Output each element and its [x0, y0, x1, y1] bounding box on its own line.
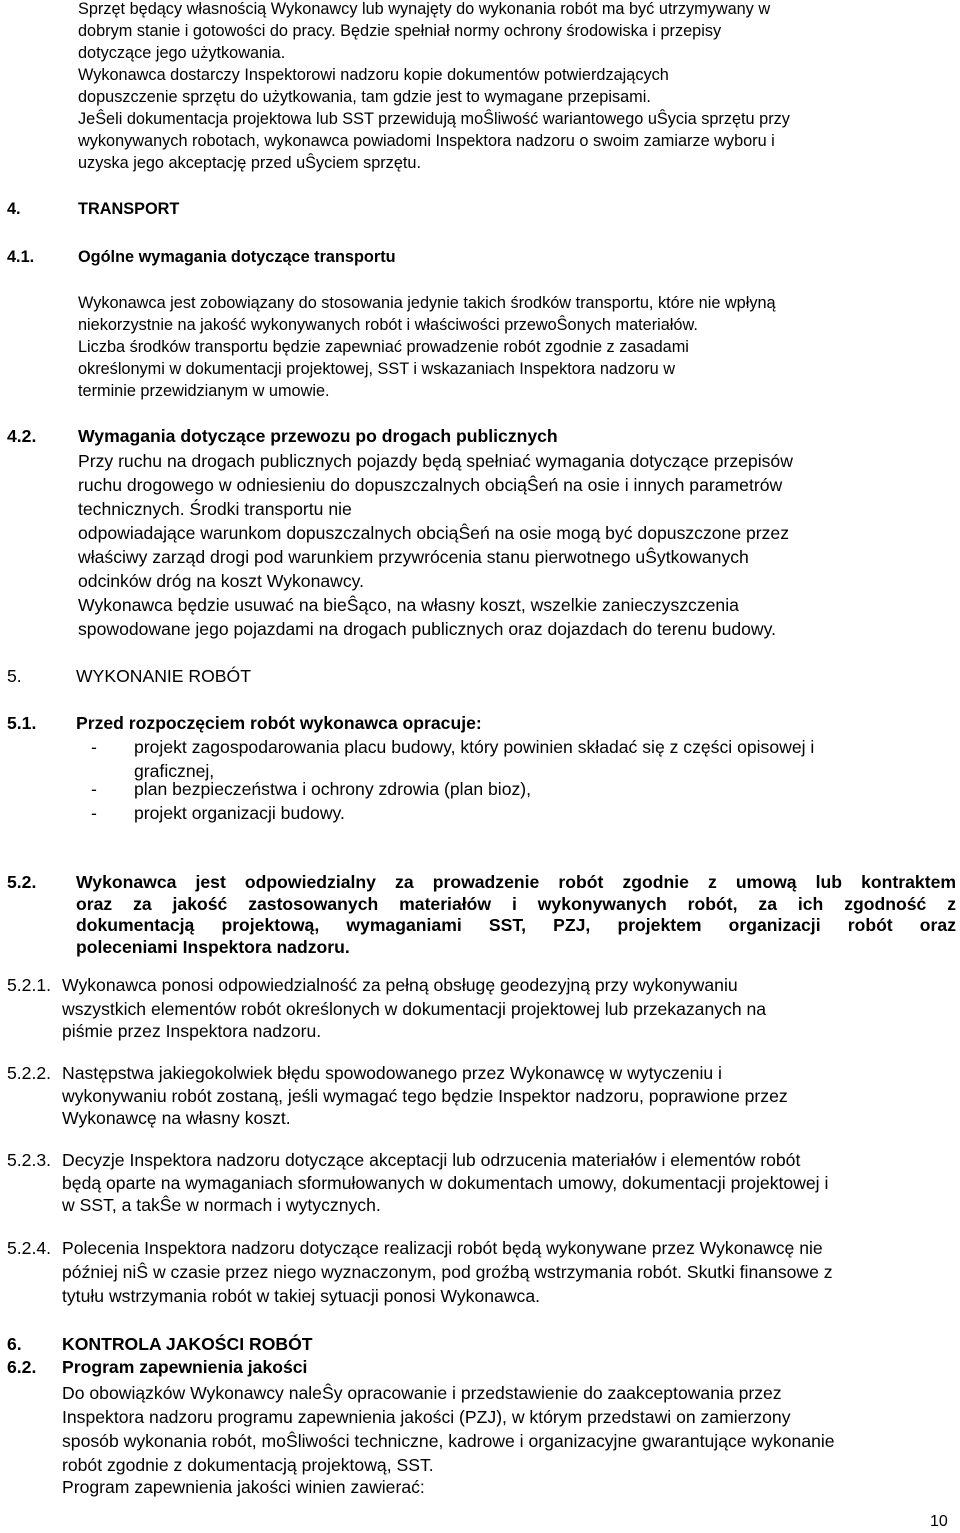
text-line: dopuszczenie sprzętu do użytkowania, tam gdzie jest to wymagane przepisami. [78, 88, 651, 106]
text-line: Liczba środków transportu będzie zapewniać prowadzenie robót zgodnie z zasadami [78, 338, 689, 356]
text-line: wszystkich elementów robót określonych w dokumentacji projektowej lub przekazanych na [62, 999, 767, 1019]
text-line: niekorzystnie na jakość wykonywanych robót i właściwości przewoŜonych materiałów. [78, 316, 698, 334]
section-number: 4.1. [7, 248, 35, 266]
section-heading-quality-control: KONTROLA JAKOŚCI ROBÓT [62, 1334, 313, 1354]
text-line: później niŜ w czasie przez niego wyznaczonym, pod groźbą wstrzymania robót. Skutki finansowe z [62, 1262, 833, 1282]
text-line: dobrym stanie i gotowości do pracy. Będzie spełniał normy ochrony środowiska i przepisy [78, 22, 722, 40]
section-number: 5.1. [7, 713, 37, 733]
text-line: Decyzje Inspektora nadzoru dotyczące akceptacji lub odrzucenia materiałów i elementów robót [62, 1150, 801, 1170]
text-line: Wykonawca jest odpowiedzialny za prowadzenie robót zgodnie z umową lub kontraktem [76, 872, 956, 892]
text-line: spowodowane jego pojazdami na drogach publicznych oraz dojazdach do terenu budowy. [78, 619, 777, 639]
text-line: Sprzęt będący własnością Wykonawcy lub wynajęty do wykonania robót ma być utrzymywany w [78, 0, 771, 18]
text-line: tytułu wstrzymania robót w takiej sytuacji ponosi Wykonawca. [62, 1286, 540, 1306]
section-number: 6.2. [7, 1357, 37, 1377]
text-line: Następstwa jakiegokolwiek błędu spowodowanego przez Wykonawcę w wytyczeniu i [62, 1063, 722, 1083]
text-line: Wykonawca ponosi odpowiedzialność za pełną obsługę geodezyjną przy wykonywaniu [62, 975, 738, 995]
bullet-dash: - [91, 737, 97, 757]
text-line: będą oparte na wymaganiach sformułowanych w dokumentach umowy, dokumentacji projektowej i [62, 1173, 829, 1193]
text-line: Inspektora nadzoru programu zapewnienia jakości (PZJ), w którym przedstawi on zamierzony [62, 1407, 791, 1427]
text-line: JeŜeli dokumentacja projektowa lub SST przewidują moŜliwość wariantowego uŜycia sprzętu przy [78, 110, 790, 128]
text-line: Wykonawca dostarczy Inspektorowi nadzoru kopie dokumentów potwierdzających [78, 66, 669, 84]
text-line: określonymi w dokumentacji projektowej, SST i wskazaniach Inspektora nadzoru w [78, 360, 675, 378]
text-line: Program zapewnienia jakości winien zawierać: [62, 1477, 425, 1497]
text-line: terminie przewidzianym w umowie. [78, 382, 330, 400]
list-item: projekt organizacji budowy. [134, 803, 345, 823]
text-line: Do obowiązków Wykonawcy naleŜy opracowanie i przedstawienie do zaakceptowania przez [62, 1383, 782, 1403]
bullet-dash: - [91, 803, 97, 823]
text-line: poleceniami Inspektora nadzoru. [76, 936, 350, 957]
list-item: projekt zagospodarowania placu budowy, który powinien składać się z części opisowej i [134, 737, 815, 757]
section-heading-transport: TRANSPORT [78, 200, 180, 218]
text-line: Wykonawcę na własny koszt. [62, 1108, 291, 1128]
text-line: w SST, a takŜe w normach i wytycznych. [62, 1195, 381, 1215]
section-number: 5.2.3. [7, 1150, 52, 1170]
section-number: 4.2. [7, 426, 37, 446]
text-line: właściwy zarząd drogi pod warunkiem przywrócenia stanu pierwotnego uŜytkowanych [78, 547, 749, 567]
section-number: 6. [7, 1334, 22, 1354]
section-heading-before-works: Przed rozpoczęciem robót wykonawca opracuje: [76, 713, 482, 733]
text-line: uzyska jego akceptację przed uŜyciem sprzętu. [78, 154, 421, 172]
section-number: 4. [7, 200, 21, 218]
text-line: oraz za jakość zastosowanych materiałów i wykonywanych robót, za ich zgodność z [76, 893, 956, 914]
text-line: Przy ruchu na drogach publicznych pojazdy będą spełniać wymagania dotyczące przepisów [78, 451, 793, 471]
text-line: piśmie przez Inspektora nadzoru. [62, 1021, 322, 1041]
text-line: wykonywaniu robót zostaną, jeśli wymagać tego będzie Inspektor nadzoru, poprawione przez [62, 1086, 788, 1106]
text-line: technicznych. Środki transportu nie [78, 499, 352, 519]
list-item: plan bezpieczeństwa i ochrony zdrowia (plan bioz), [134, 779, 532, 799]
text-line: Wykonawca jest zobowiązany do stosowania jedynie takich środków transportu, które nie wpłyną [78, 294, 776, 312]
section-heading-works: WYKONANIE ROBÓT [76, 666, 251, 686]
text-line: odcinków dróg na koszt Wykonawcy. [78, 571, 365, 591]
text-line: dokumentacją projektową, wymaganiami SST, PZJ, projektem organizacji robót oraz [76, 915, 956, 935]
contractor-responsibility-paragraph [76, 872, 956, 958]
section-number: 5.2.1. [7, 975, 52, 995]
section-heading-general-transport: Ogólne wymagania dotyczące transportu [78, 248, 396, 266]
text-line: ruchu drogowego w odniesieniu do dopuszczalnych obciąŜeń na osie i innych parametrów [78, 475, 783, 495]
text-line: robót zgodnie z dokumentacją projektową, SST. [62, 1455, 434, 1475]
section-heading-quality-program: Program zapewnienia jakości [62, 1357, 308, 1377]
section-number: 5. [7, 666, 22, 686]
page-number: 10 [930, 1513, 948, 1530]
section-number: 5.2.2. [7, 1063, 52, 1083]
section-number: 5.2.4. [7, 1238, 52, 1258]
bullet-dash: - [91, 779, 97, 799]
text-line: Wykonawca będzie usuwać na bieŜąco, na własny koszt, wszelkie zanieczyszczenia [78, 595, 739, 615]
text-line: wykonywanych robotach, wykonawca powiadomi Inspektora nadzoru o swoim zamiarze wyboru i [78, 132, 775, 150]
text-line: odpowiadające warunkom dopuszczalnych obciąŜeń na osie mogą być dopuszczone przez [78, 523, 790, 543]
section-heading-public-roads: Wymagania dotyczące przewozu po drogach publicznych [78, 426, 558, 446]
section-number: 5.2. [7, 872, 37, 892]
list-item-continuation: graficznej, [134, 761, 215, 781]
text-line: Polecenia Inspektora nadzoru dotyczące realizacji robót będą wykonywane przez Wykonawcę nie [62, 1238, 823, 1258]
text-line: dotyczące jego użytkowania. [78, 44, 286, 62]
text-line: sposób wykonania robót, moŜliwości techniczne, kadrowe i organizacyjne gwarantujące wykonanie [62, 1431, 835, 1451]
